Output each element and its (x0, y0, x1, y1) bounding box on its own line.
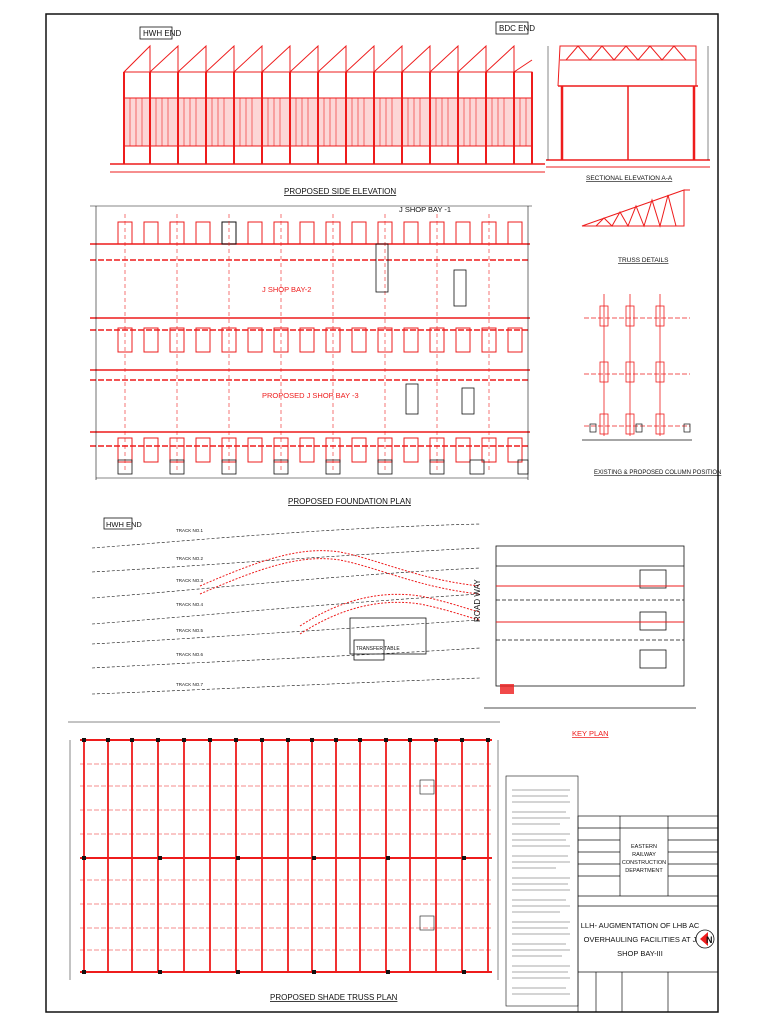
track-label: TRACK NO.2 (176, 556, 204, 561)
side-elevation-title: PROPOSED SIDE ELEVATION (284, 187, 397, 196)
north-label: N (706, 935, 713, 945)
track-label: TRACK NO.1 (176, 528, 204, 533)
project-title-line: LLH- AUGMENTATION OF LHB AC (580, 921, 700, 930)
hwh-end-label: HWH END (143, 29, 182, 38)
key-plan (473, 546, 696, 738)
bdc-end-label: BDC END (499, 24, 536, 33)
section-title: SECTIONAL ELEVATION A-A (586, 175, 673, 182)
sectional-elevation (546, 46, 710, 182)
org-line: EASTERN (631, 844, 657, 850)
track-label: TRACK NO.3 (176, 578, 204, 583)
notes-block (506, 776, 578, 1006)
track-label: TRACK NO.5 (176, 628, 204, 633)
side-elevation (110, 22, 545, 196)
project-title-line: OVERHAULING FACILITIES AT J (583, 935, 697, 944)
title-block (578, 816, 718, 1012)
bay-3-label: PROPOSED J SHOP BAY -3 (262, 391, 359, 400)
track-hwh-label: HWH END (106, 520, 142, 529)
foundation-plan (90, 205, 532, 506)
truss-title: TRUSS DETAILS (618, 257, 669, 264)
track-label: TRACK NO.7 (176, 682, 204, 687)
org-line: CONSTRUCTION (621, 860, 667, 866)
transfer-table-label: TRANSFER TABLE (356, 646, 400, 652)
foundation-title: PROPOSED FOUNDATION PLAN (288, 497, 411, 506)
bay-1-label: J SHOP BAY -1 (399, 205, 452, 214)
bay-2-label: J SHOP BAY-2 (262, 285, 312, 294)
track-plan (92, 518, 480, 694)
track-label: TRACK NO.6 (176, 652, 204, 657)
org-line: RAILWAY (632, 852, 656, 858)
track-labels (176, 528, 204, 687)
shade-truss-plan (68, 722, 500, 1002)
column-position (582, 294, 721, 476)
track-label: TRACK NO.4 (176, 602, 204, 607)
key-plan-title: KEY PLAN (572, 729, 609, 738)
shade-truss-title: PROPOSED SHADE TRUSS PLAN (270, 993, 398, 1002)
truss-details (582, 190, 690, 264)
road-way-label: ROAD WAY (473, 579, 482, 622)
org-line: DEPARTMENT (625, 868, 663, 874)
column-position-title: EXISTING & PROPOSED COLUMN POSITION (594, 470, 722, 476)
project-title-line: SHOP BAY-III (617, 949, 663, 958)
